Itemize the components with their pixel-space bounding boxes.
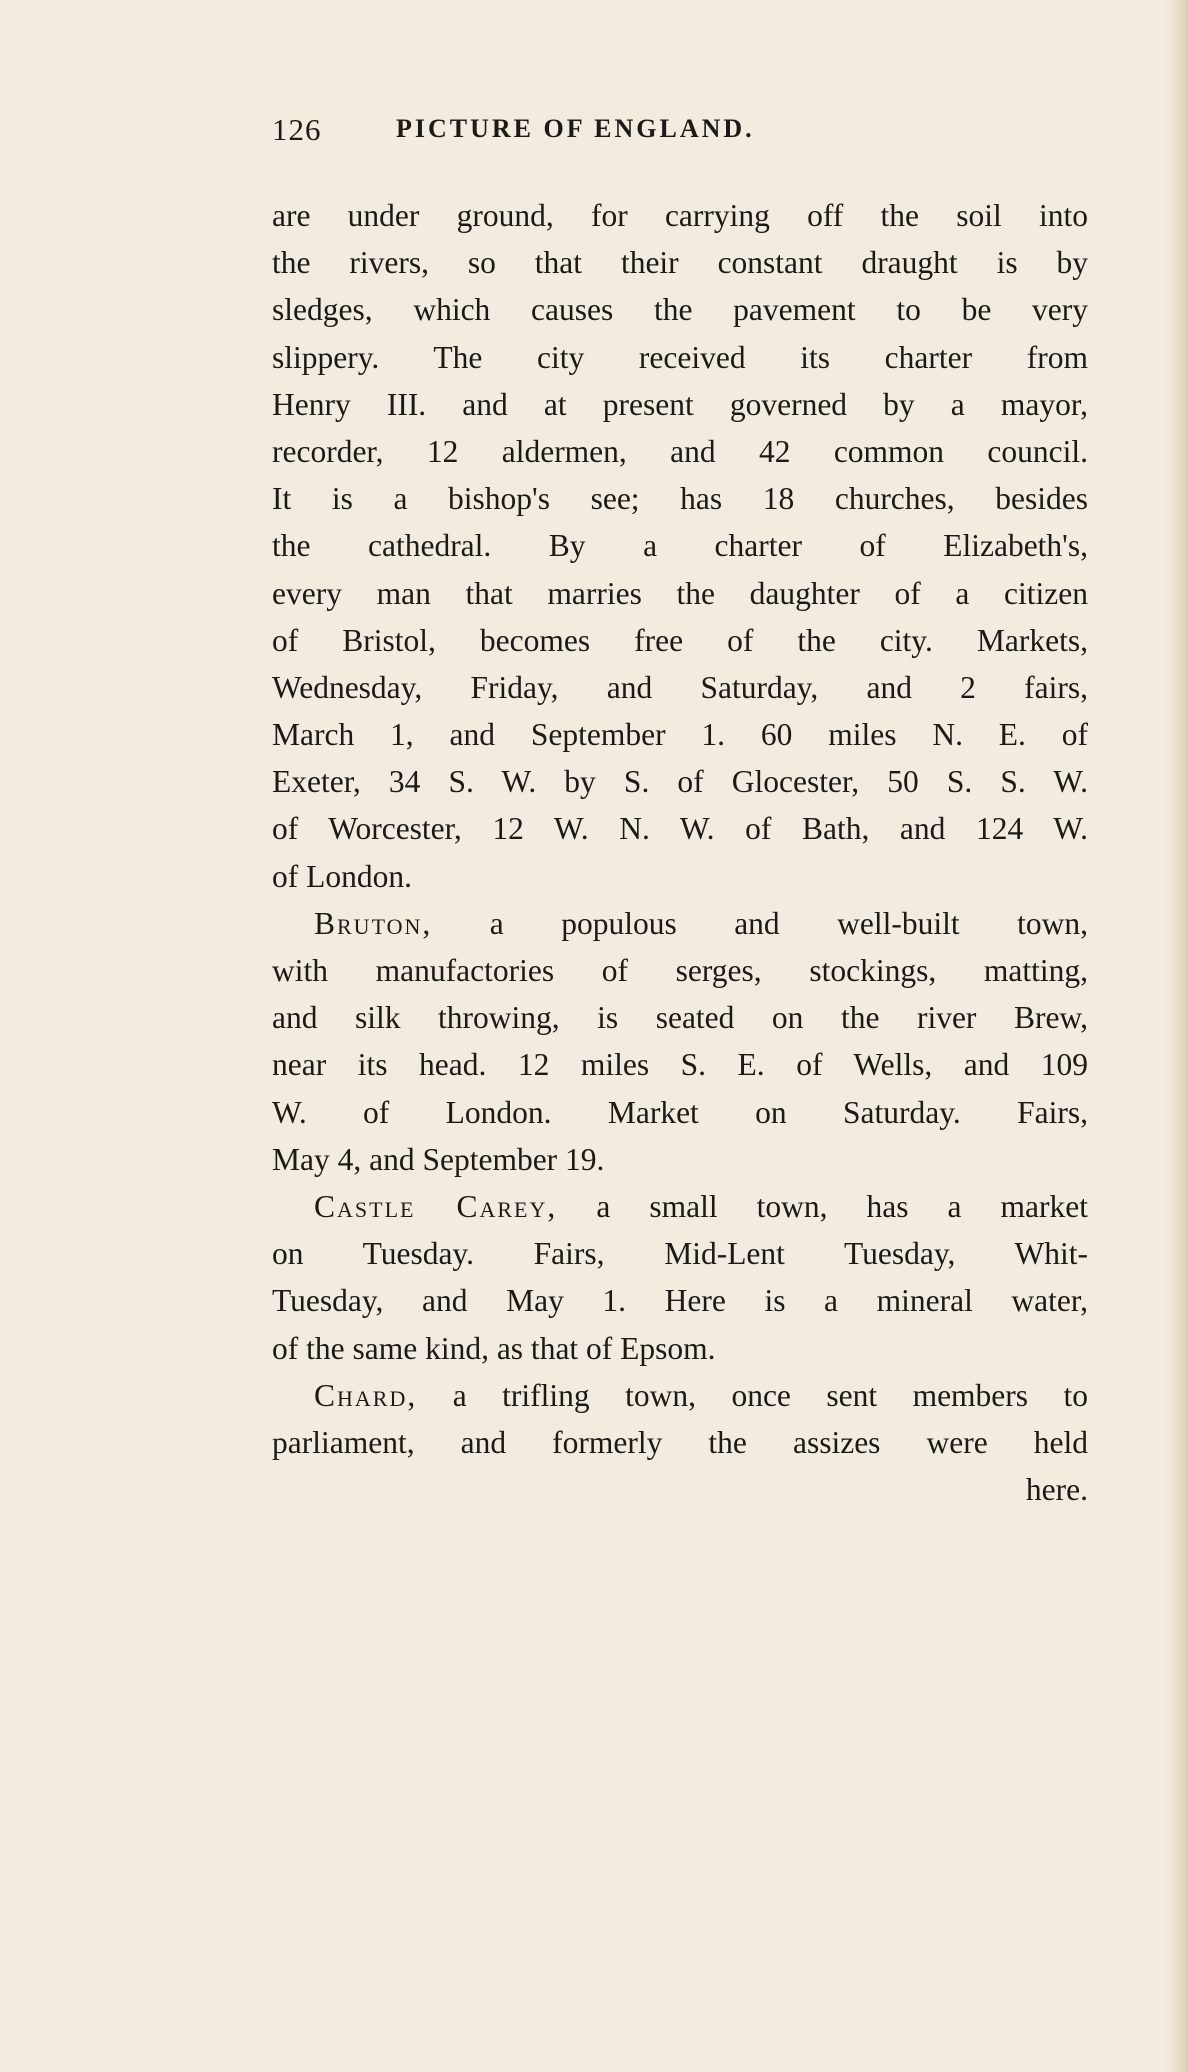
text-line: Wednesday, Friday, and Saturday, and 2 fairs, — [272, 669, 1088, 705]
text-line: near its head. 12 miles S. E. of Wells, and 109 — [272, 1047, 1088, 1083]
entry-heading-chard: Chard, — [314, 1377, 418, 1413]
text-line: and silk throwing, is seated on the river Brew, — [272, 1000, 1088, 1036]
text-line: the rivers, so that their constant draught is by — [272, 245, 1088, 281]
text-line: May 4, and September 19. — [272, 1141, 605, 1177]
text-line: the cathedral. By a charter of Elizabeth's, — [272, 528, 1088, 564]
text-line: every man that marries the daughter of a citizen — [272, 575, 1088, 611]
text-line: Henry III. and at present governed by a mayor, — [272, 386, 1088, 422]
page-header — [272, 112, 1088, 152]
text-line: parliament, and formerly the assizes were held — [272, 1424, 1088, 1460]
page-number: 126 — [272, 112, 322, 147]
page-edge — [1166, 0, 1188, 2072]
text-line: slippery. The city received its charter from — [272, 339, 1088, 375]
text-line: sledges, which causes the pavement to be very — [272, 292, 1088, 328]
text-line: are under ground, for carrying off the soil into — [272, 198, 1088, 233]
entry-castle-carey-first-line — [272, 1183, 1088, 1230]
text-line: of the same kind, as that of Epsom. — [272, 1330, 716, 1366]
text-line: March 1, and September 1. 60 miles N. E. of — [272, 717, 1088, 753]
running-title: PICTURE OF ENGLAND. — [396, 114, 755, 143]
entry-heading-castle-carey: Castle Carey, — [314, 1188, 558, 1224]
text-line: It is a bishop's see; has 18 churches, besides — [272, 481, 1088, 517]
text-line: with manufactories of serges, stockings, matting, — [272, 953, 1088, 988]
entry-heading-bruton: Bruton, — [314, 905, 433, 941]
text-line: recorder, 12 aldermen, and 42 common council. — [272, 433, 1088, 469]
text-line: Exeter, 34 S. W. by S. of Glocester, 50 S. S. W. — [272, 764, 1088, 800]
entry-text: a populous and well-built town, — [489, 905, 1088, 941]
entry-chard-first-line — [272, 1372, 1088, 1419]
text-line: here. — [1025, 1472, 1088, 1508]
body-text — [272, 192, 1088, 1513]
entry-text: a small town, has a market — [596, 1188, 1088, 1224]
text-line: W. of London. Market on Saturday. Fairs, — [272, 1094, 1088, 1130]
book-page — [272, 112, 1088, 1992]
text-line: of Bristol, becomes free of the city. Markets, — [272, 622, 1088, 658]
text-line: Tuesday, and May 1. Here is a mineral water, — [272, 1283, 1088, 1319]
text-line: on Tuesday. Fairs, Mid-Lent Tuesday, Whit- — [272, 1236, 1088, 1272]
text-line: of London. — [272, 858, 412, 894]
entry-bruton-first-line — [272, 900, 1088, 947]
text-line: of Worcester, 12 W. N. W. of Bath, and 124 W. — [272, 811, 1088, 847]
entry-text: a trifling town, once sent members to — [452, 1377, 1088, 1413]
